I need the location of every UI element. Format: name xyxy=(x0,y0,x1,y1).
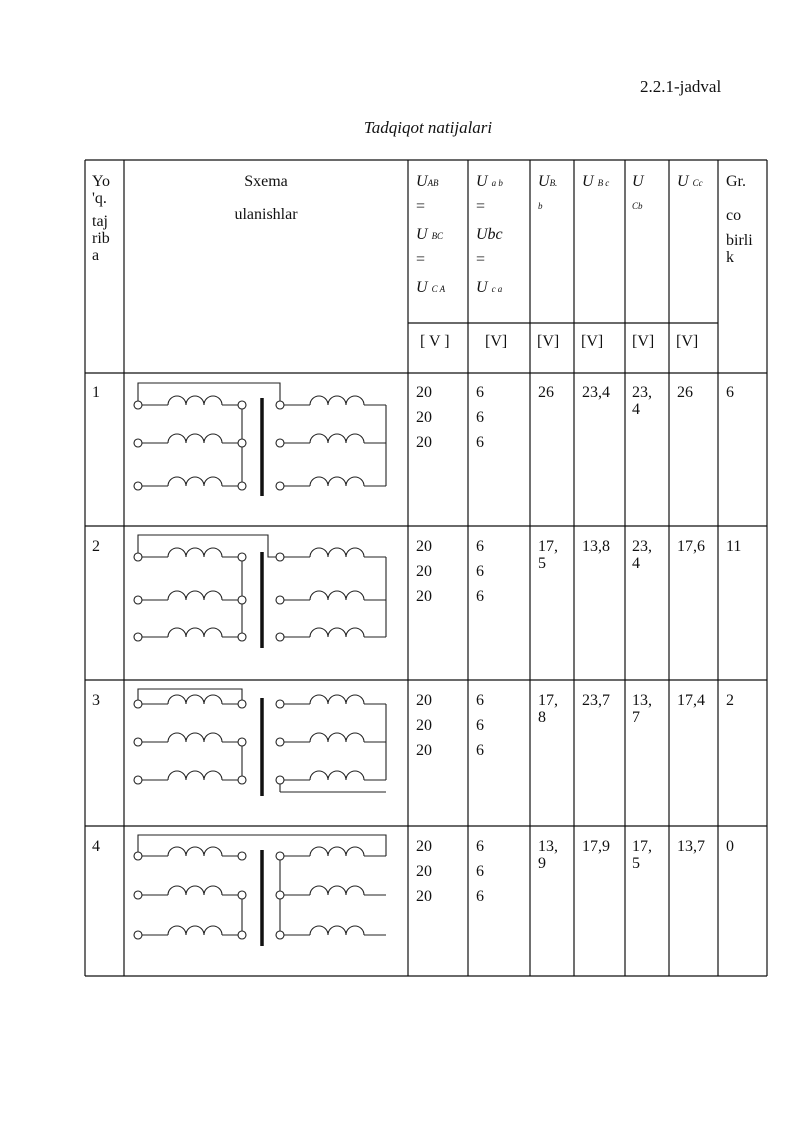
row-1-group: 6 xyxy=(726,384,734,401)
header-u-cc: U Cc xyxy=(677,173,703,190)
row-3-ubb: 17, 8 xyxy=(538,692,558,726)
header-u-bc: U B c xyxy=(582,173,610,190)
row-4-ucc: 13,7 xyxy=(677,838,705,855)
row-4-uab-secondary: 6 6 6 xyxy=(476,838,484,905)
row-2-uab-secondary: 6 6 6 xyxy=(476,538,484,605)
row-4-ucb: 17, 5 xyxy=(632,838,652,872)
header-scheme-title: Sxema xyxy=(244,173,288,190)
row-4-ubc: 17,9 xyxy=(582,838,610,855)
row-1-uab: 20 20 20 xyxy=(416,384,432,451)
header-scheme-subtitle: ulanishlar xyxy=(234,206,298,223)
row-2-ucb: 23, 4 xyxy=(632,538,652,572)
row-2-ucc: 17,6 xyxy=(677,538,705,555)
row-1-ubb: 26 xyxy=(538,384,554,401)
row-4-group: 0 xyxy=(726,838,734,855)
row-4-uab: 20 20 20 xyxy=(416,838,432,905)
row-3-uab-secondary: 6 6 6 xyxy=(476,692,484,759)
row-2-number: 2 xyxy=(92,538,100,555)
row-1-ucc: 26 xyxy=(677,384,693,401)
unit-label: [V] xyxy=(676,333,699,350)
header-u-cb: U Cb xyxy=(632,173,644,211)
row-3-number: 3 xyxy=(92,692,100,709)
row-2-group: 11 xyxy=(726,538,742,555)
row-3-ubc: 23,7 xyxy=(582,692,610,709)
table-title: Tadqiqot natijalari xyxy=(363,118,493,137)
row-1-ucb: 23, 4 xyxy=(632,384,652,418)
row-1-uab-secondary: 6 6 6 xyxy=(476,384,484,451)
table-label: 2.2.1-jadval xyxy=(640,77,722,96)
unit-label: [V] xyxy=(537,333,560,350)
row-3-uab: 20 20 20 xyxy=(416,692,432,759)
unit-label: [V] xyxy=(485,333,508,350)
header-group: Gr. co birli k xyxy=(726,173,753,266)
connection-scheme-2 xyxy=(128,530,406,650)
unit-label: [V] xyxy=(632,333,655,350)
row-4-number: 4 xyxy=(92,838,100,855)
header-experiment-no: Yo 'q. taj rib a xyxy=(92,173,110,264)
row-3-ucb: 13, 7 xyxy=(632,692,652,726)
row-2-ubc: 13,8 xyxy=(582,538,610,555)
unit-label: [ V ] xyxy=(420,333,450,350)
row-3-ucc: 17,4 xyxy=(677,692,705,709)
unit-label: [V] xyxy=(581,333,604,350)
row-3-group: 2 xyxy=(726,692,734,709)
row-4-ubb: 13, 9 xyxy=(538,838,558,872)
row-1-ubc: 23,4 xyxy=(582,384,610,401)
connection-scheme-4 xyxy=(128,830,406,948)
row-1-number: 1 xyxy=(92,384,100,401)
header-secondary-voltages: U a b = Ubc = U c a xyxy=(476,173,503,296)
connection-scheme-3 xyxy=(128,684,406,802)
header-line-voltages: UAB = U BC = U C A xyxy=(416,173,446,296)
row-2-ubb: 17, 5 xyxy=(538,538,558,572)
header-u-bb: UB. b xyxy=(538,173,558,211)
row-2-uab: 20 20 20 xyxy=(416,538,432,605)
connection-scheme-1 xyxy=(128,378,406,498)
